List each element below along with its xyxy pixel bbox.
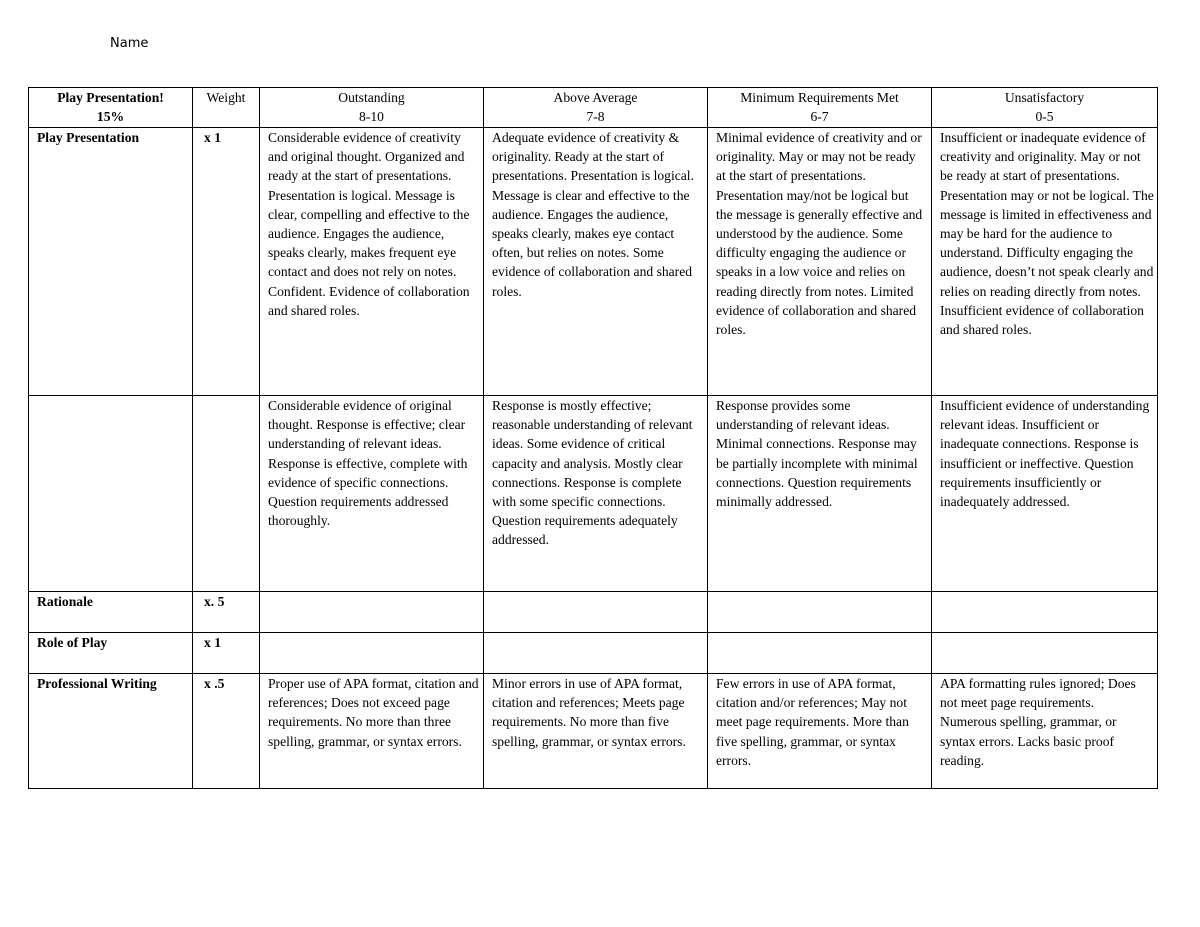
- descriptor-cell: Minimal evidence of creativity and or originality. May or may not be ready at the start of presentations. Presentation may/not be logical but the message is generally effective and understood by the audience. Some difficulty engaging the audience or speaks in a low voice and relies on reading directly from notes. Limited evidence of collaboration and shared roles.: [708, 128, 932, 396]
- descriptor-cell: [260, 592, 484, 633]
- descriptor-cell: Considerable evidence of original thought. Response is effective; clear understanding of relevant ideas. Response is effective, complete with evidence of specific connections. Question requirements addressed thoroughly.: [260, 396, 484, 592]
- descriptor-cell: Minor errors in use of APA format, citation and references; Meets page requirements. No more than five spelling, grammar, or syntax errors.: [484, 674, 708, 789]
- criteria-percent: 15%: [96, 109, 125, 125]
- descriptor-cell: [932, 633, 1158, 674]
- criterion-cell: Role of Play: [29, 633, 193, 674]
- weight-header: Weight: [206, 90, 246, 105]
- criterion-cell: [29, 396, 193, 592]
- criterion-cell: Rationale: [29, 592, 193, 633]
- level-range: 0-5: [1035, 109, 1054, 125]
- criterion-cell: Play Presentation: [29, 128, 193, 396]
- level-label: Minimum Requirements Met: [740, 90, 899, 105]
- descriptor-cell: Considerable evidence of creativity and original thought. Organized and ready at the start of presentations. Presentation is logical. Message is clear, compelling and effective to the audience. Engages the audience, speaks clearly, makes frequent eye contact and does not rely on notes. Confident. Evidence of collaboration and shared roles.: [260, 128, 484, 396]
- weight-cell: x 1: [193, 633, 260, 674]
- criterion-cell: Professional Writing: [29, 674, 193, 789]
- rubric-table: [28, 87, 1158, 789]
- weight-cell: x. 5: [193, 592, 260, 633]
- descriptor-cell: [708, 592, 932, 633]
- weight-header-cell: [193, 88, 260, 128]
- criteria-header-cell: [29, 88, 193, 128]
- descriptor-cell: Proper use of APA format, citation and references; Does not exceed page requirements. No more than three spelling, grammar, or syntax errors.: [260, 674, 484, 789]
- table-row: [29, 592, 1158, 633]
- level-header-outstanding: [260, 88, 484, 128]
- descriptor-cell: APA formatting rules ignored; Does not meet page requirements. Numerous spelling, grammar, or syntax errors. Lacks basic proof reading.: [932, 674, 1158, 789]
- level-header-above-average: [484, 88, 708, 128]
- level-range: 7-8: [586, 109, 605, 125]
- descriptor-cell: [932, 592, 1158, 633]
- level-range: 8-10: [359, 109, 384, 125]
- level-label: Outstanding: [338, 90, 405, 105]
- level-header-unsatisfactory: [932, 88, 1158, 128]
- weight-cell: [193, 396, 260, 592]
- table-row: [29, 396, 1158, 592]
- criteria-title: Play Presentation!: [57, 90, 164, 105]
- level-label: Above Average: [553, 90, 638, 105]
- weight-cell: x .5: [193, 674, 260, 789]
- table-row: [29, 633, 1158, 674]
- descriptor-cell: Insufficient or inadequate evidence of creativity and originality. May or not be ready at start of presentations. Presentation may or not be logical. The message is limited in effectiveness and may be hard for the audience to understand. Difficulty engaging the audience, doesn’t not speak clearly and relies on reading directly from notes. Insufficient evidence of collaboration and shared roles.: [932, 128, 1158, 396]
- table-row: [29, 128, 1158, 396]
- descriptor-cell: [260, 633, 484, 674]
- descriptor-cell: [484, 592, 708, 633]
- descriptor-cell: Adequate evidence of creativity & originality. Ready at the start of presentations. Presentation is logical. Message is clear and effective to the audience. Engages the audience, speaks clearly, makes eye contact often, but relies on notes. Some evidence of collaboration and shared roles.: [484, 128, 708, 396]
- descriptor-cell: Few errors in use of APA format, citation and/or references; May not meet page requirements. More than five spelling, grammar, or syntax errors.: [708, 674, 932, 789]
- level-header-minimum: [708, 88, 932, 128]
- name-label: Name: [110, 36, 149, 51]
- descriptor-cell: Response provides some understanding of relevant ideas. Minimal connections. Response may be partially incomplete with minimal connections. Question requirements minimally addressed.: [708, 396, 932, 592]
- descriptor-cell: [708, 633, 932, 674]
- descriptor-cell: Insufficient evidence of understanding relevant ideas. Insufficient or inadequate connections. Response is insufficient or ineffective. Question requirements insufficiently or inadequately addressed.: [932, 396, 1158, 592]
- level-range: 6-7: [810, 109, 829, 125]
- level-label: Unsatisfactory: [1004, 90, 1085, 105]
- descriptor-cell: [484, 633, 708, 674]
- table-row: [29, 674, 1158, 789]
- weight-cell: x 1: [193, 128, 260, 396]
- header-row: [29, 88, 1158, 128]
- descriptor-cell: Response is mostly effective; reasonable understanding of relevant ideas. Some evidence of critical capacity and analysis. Mostly clear connections. Response is complete with some specific connections. Question requirements adequately addressed.: [484, 396, 708, 592]
